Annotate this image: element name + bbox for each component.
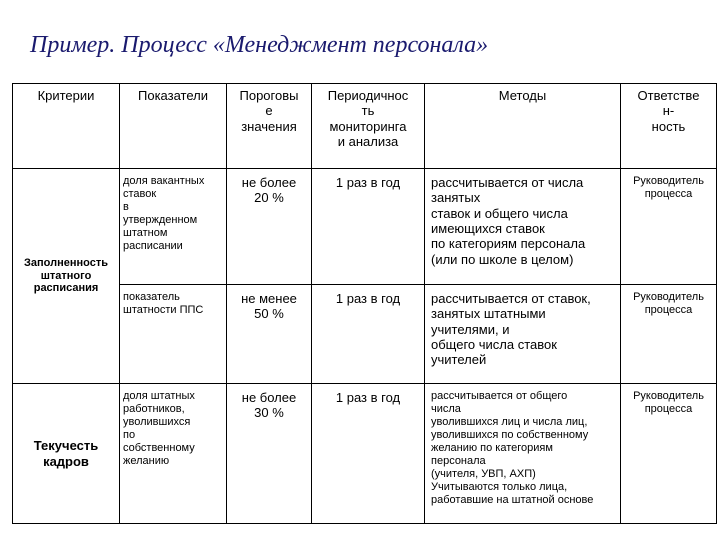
header-row: [13, 84, 717, 169]
periodicity-cell: 1 раз в год: [312, 285, 425, 384]
indicator-cell: доля вакантных ставок в утвержденном штатном расписании: [120, 169, 227, 285]
header-criteria: Критерии: [13, 84, 120, 169]
header-methods: Методы: [425, 84, 621, 169]
table-row: [13, 384, 717, 524]
header-periodicity: Периодичнос ть мониторинга и анализа: [312, 84, 425, 169]
page-title: Пример. Процесс «Менеджмент персонала»: [30, 32, 489, 58]
indicator-cell: доля штатных работников, уволившихся по собственному желанию: [120, 384, 227, 524]
responsible-cell: Руководитель процесса: [621, 384, 717, 524]
indicator-cell: показатель штатности ППС: [120, 285, 227, 384]
method-cell: рассчитывается от числа занятых ставок и общего числа имеющихся ставок по категориям персонала (или по школе в целом): [425, 169, 621, 285]
header-indicators: Показатели: [120, 84, 227, 169]
periodicity-cell: 1 раз в год: [312, 169, 425, 285]
threshold-cell: не более 30 %: [227, 384, 312, 524]
header-responsibility: Ответстве н- ность: [621, 84, 717, 169]
responsible-cell: Руководитель процесса: [621, 169, 717, 285]
threshold-cell: не менее 50 %: [227, 285, 312, 384]
criteria-turnover: Текучесть кадров: [13, 384, 120, 524]
criteria-staffing: Заполненность штатного расписания: [13, 169, 120, 384]
periodicity-cell: 1 раз в год: [312, 384, 425, 524]
method-cell: рассчитывается от общего числа уволившихся лиц и числа лиц, уволившихся по собственному желанию по категориям персонала (учителя, УВП, АХП) Учитываются только лица, работавшие на штатной основе: [425, 384, 621, 524]
table-row: [13, 169, 717, 285]
method-cell: рассчитывается от ставок, занятых штатными учителями, и общего числа ставок учителей: [425, 285, 621, 384]
threshold-cell: не более 20 %: [227, 169, 312, 285]
responsible-cell: Руководитель процесса: [621, 285, 717, 384]
header-thresholds: Пороговы е значения: [227, 84, 312, 169]
process-table: [12, 83, 717, 524]
